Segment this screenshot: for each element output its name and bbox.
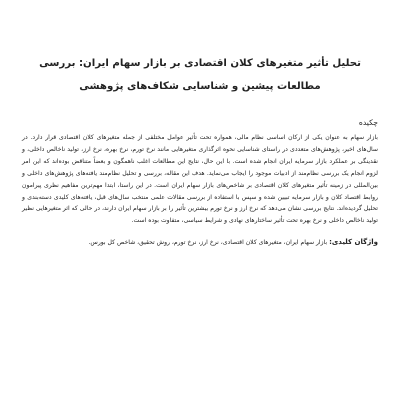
keywords-label: واژگان کلیدی: [329,238,378,247]
paper-page [22,52,378,248]
keywords-text: بازار سهام ایران، متغیرهای کلان اقتصادی، نرخ ارز، نرخ تورم، روش تحقیق، شاخص کل بورس. [88,239,328,247]
keywords-line [22,237,378,248]
abstract-heading: چکیده [358,118,378,127]
paper-title: تحلیل تأثیر متغیرهای کلان اقتصادی بر بازار سهام ایران: بررسی مطالعات پیشین و شناسایی شکاف‌های پژوهشی [39,58,361,92]
abstract-body: بازار سهام به عنوان یکی از ارکان اساسی نظام مالی، همواره تحت تأثیر عوامل مختلفی از جمله متغیرهای کلان اقتصادی قرار دارد. در سال‌های اخیر، پژوهش‌های متعددی در راستای شناسایی نحوه اثرگذاری متغیرهایی مانند نرخ تورم، نرخ بهره، نرخ ارز، تولید ناخالص داخلی، و نقدینگی بر عملکرد بازار سرمایه ایران انجام شده است. با این حال، نتایج این مطالعات اغلب ناهمگون و بعضاً متناقض بوده‌اند که این امر لزوم انجام یک بررسی نظام‌مند از ادبیات موجود را ایجاب می‌نماید. هدف این مقاله، بررسی و تحلیل نظام‌مند یافته‌های پژوهش‌های داخلی و بین‌المللی در زمینه تأثیر متغیرهای کلان اقتصادی بر شاخص‌های بازار سهام ایران است. در این راستا، ابتدا مهم‌ترین مفاهیم نظری پیرامون روابط اقتصاد کلان و بازار سرمایه تبیین شده و سپس با استفاده از بررسی مقالات علمی منتخب سال‌های قبل، یافته‌های کلیدی دسته‌بندی و تحلیل گردیده‌اند. نتایج بررسی نشان می‌دهد که نرخ ارز و نرخ تورم بیشترین تأثیر را بر بازار سهام ایران دارند، در حالی که اثر متغیرهایی نظیر تولید ناخالص داخلی و نرخ بهره تحت تأثیر ساختارهای نهادی و شرایط سیاسی، متفاوت بوده است. [22,134,378,225]
